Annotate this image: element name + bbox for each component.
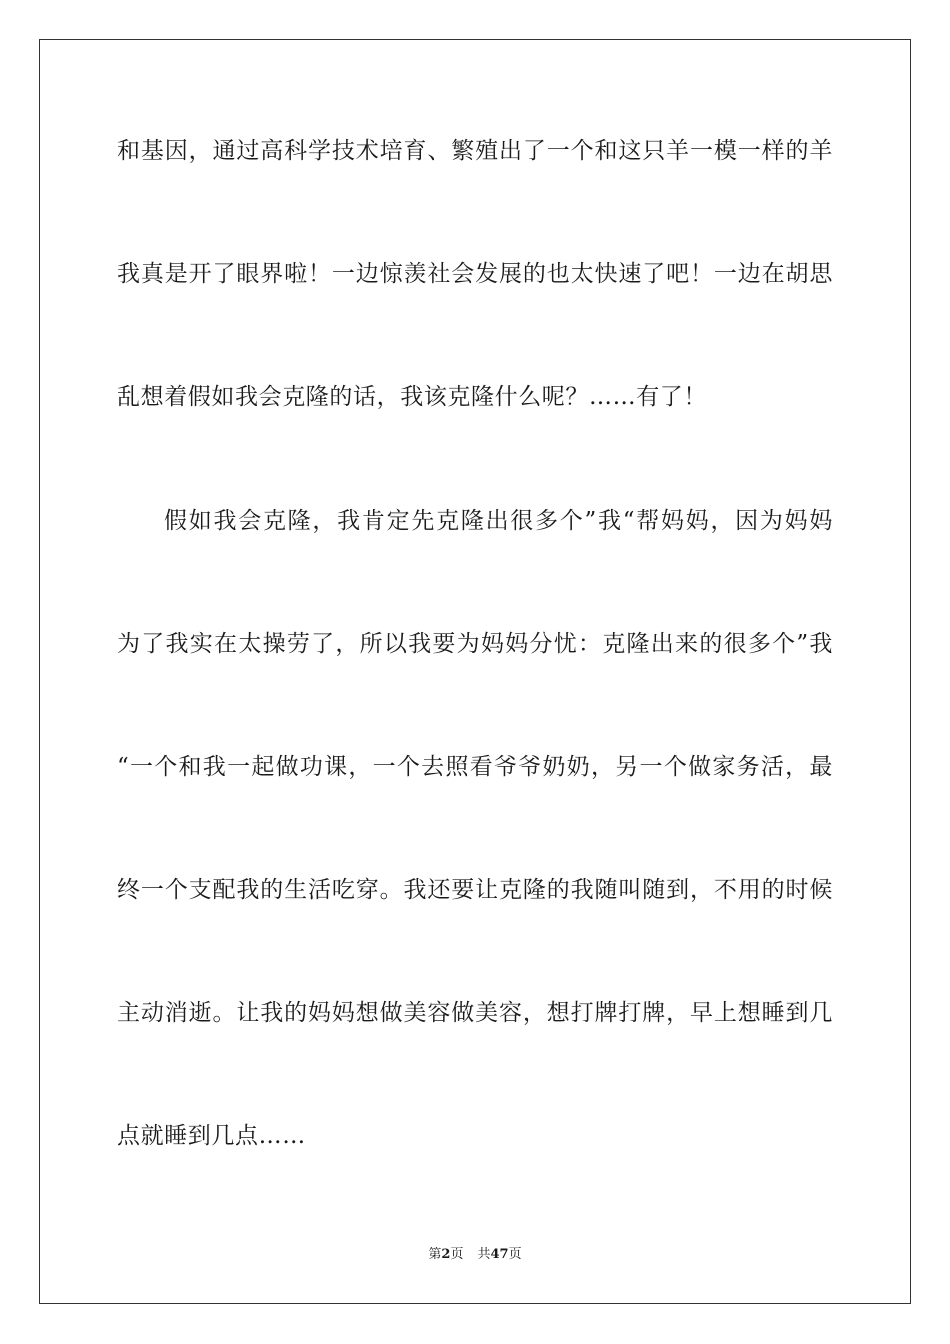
text-line: 为了我实在太操劳了，所以我要为妈妈分忧：克隆出来的很多个”我 [117, 631, 833, 657]
page-footer [0, 1246, 950, 1264]
text-line: 点就睡到几点…… [117, 1123, 306, 1149]
text-line: 乱想着假如我会克隆的话，我该克隆什么呢？……有了！ [117, 384, 707, 410]
total-suffix: 页 [508, 1247, 522, 1262]
total-pages: 47 [490, 1247, 509, 1262]
text-line: 终一个支配我的生活吃穿。我还要让克隆的我随叫随到，不用的时候 [117, 877, 833, 903]
page-border [39, 39, 911, 1304]
text-line: 我真是开了眼界啦！一边惊羡社会发展的也太快速了吧！一边在胡思 [117, 261, 833, 287]
text-line: “一个和我一起做功课，一个去照看爷爷奶奶，另一个做家务活，最 [117, 754, 833, 780]
paragraph-first-line: 假如我会克隆，我肯定先克隆出很多个”我“帮妈妈，因为妈妈 [164, 508, 833, 534]
page-number: 2 [441, 1247, 451, 1262]
total-prefix: 共 [477, 1247, 491, 1262]
page-suffix: 页 [450, 1247, 464, 1262]
text-line: 主动消逝。让我的妈妈想做美容做美容，想打牌打牌，早上想睡到几 [117, 1000, 833, 1026]
page-prefix: 第 [428, 1247, 442, 1262]
text-line: 和基因，通过高科学技术培育、繁殖出了一个和这只羊一模一样的羊 [117, 138, 833, 164]
